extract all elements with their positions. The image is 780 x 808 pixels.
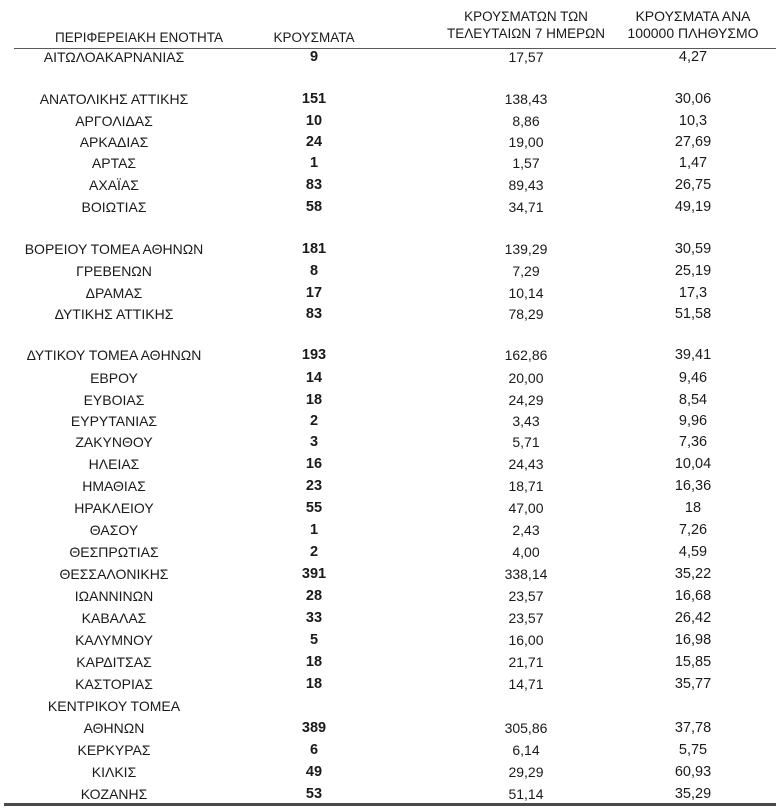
last7-value: 89,43 <box>508 177 544 193</box>
last7-value: 138,43 <box>504 91 548 107</box>
table-row <box>0 344 780 366</box>
per100k-value: 60,93 <box>674 764 712 780</box>
cases-value: 23 <box>305 478 323 494</box>
cases-value: 18 <box>305 676 323 692</box>
region-name: ΑΘΗΝΩΝ <box>83 720 145 736</box>
last7-value: 47,00 <box>508 500 544 516</box>
table-row <box>0 303 780 325</box>
per100k-value: 9,46 <box>678 370 708 386</box>
region-name: ΒΟΡΕΙΟΥ ΤΟΜΕΑ ΑΘΗΝΩΝ <box>24 241 204 257</box>
table-row <box>0 519 780 541</box>
table-row <box>0 131 780 153</box>
table-row <box>0 717 780 739</box>
table-row <box>0 389 780 411</box>
last7-value: 305,86 <box>504 720 548 736</box>
last7-value: 2,43 <box>512 522 540 538</box>
per100k-value: 16,36 <box>674 478 712 494</box>
region-name: ΘΑΣΟΥ <box>89 522 139 538</box>
cases-value: 6 <box>309 742 319 758</box>
region-name: ΚΕΡΚΥΡΑΣ <box>77 742 151 758</box>
last7-value: 338,14 <box>504 566 548 582</box>
per100k-value: 30,06 <box>674 91 712 107</box>
per100k-value: 4,59 <box>678 544 708 560</box>
per100k-value: 17,3 <box>678 285 708 301</box>
last7-value: 5,71 <box>512 434 540 450</box>
last7-value: 17,57 <box>508 49 544 65</box>
table-row <box>0 541 780 563</box>
last7-value: 139,29 <box>504 241 548 257</box>
last7-value: 24,43 <box>508 456 544 472</box>
cases-value: 389 <box>301 720 327 736</box>
region-name: ΘΕΣΣΑΛΟΝΙΚΗΣ <box>59 566 169 582</box>
last7-value: 20,00 <box>508 370 544 386</box>
region-name: ΚΑΒΑΛΑΣ <box>81 610 147 626</box>
per100k-value: 49,19 <box>674 199 712 215</box>
region-name: ΕΥΒΟΙΑΣ <box>83 392 145 408</box>
table-row <box>0 88 780 110</box>
cases-value: 28 <box>305 588 323 604</box>
header-per100k <box>606 8 780 42</box>
cases-value: 83 <box>305 306 323 322</box>
cases-value: 17 <box>305 285 323 301</box>
table-row <box>0 367 780 389</box>
cases-value: 193 <box>301 347 327 363</box>
cases-value: 181 <box>301 241 327 257</box>
region-name: ΙΩΑΝΝΙΝΩΝ <box>74 588 154 604</box>
cases-value: 33 <box>305 610 323 626</box>
table-row <box>0 783 780 805</box>
per100k-value: 39,41 <box>674 347 712 363</box>
per100k-value: 37,78 <box>674 720 712 736</box>
header-region <box>8 29 270 46</box>
region-name: ΘΕΣΠΡΩΤΙΑΣ <box>69 544 159 560</box>
table-row <box>0 196 780 218</box>
table-row <box>0 651 780 673</box>
cases-value: 14 <box>305 370 323 386</box>
region-name: ΚΕΝΤΡΙΚΟΥ ΤΟΜΕΑ <box>47 698 181 714</box>
last7-value: 6,14 <box>512 742 540 758</box>
region-name: ΔΡΑΜΑΣ <box>85 285 143 301</box>
region-name: ΚΟΖΑΝΗΣ <box>80 786 148 802</box>
last7-value: 24,29 <box>508 392 544 408</box>
table-row <box>0 739 780 761</box>
cases-value: 53 <box>305 786 323 802</box>
table-row <box>0 282 780 304</box>
table-row <box>0 673 780 695</box>
per100k-value: 8,54 <box>678 392 708 408</box>
last7-value: 3,43 <box>512 413 540 429</box>
per100k-value: 10,04 <box>674 456 712 472</box>
region-name: ΔΥΤΙΚΗΣ ΑΤΤΙΚΗΣ <box>54 306 174 322</box>
region-name: ΒΟΙΩΤΙΑΣ <box>81 199 147 215</box>
table-row <box>0 585 780 607</box>
header-per100k-line-1: ΚΡΟΥΣΜΑΤΑ ΑΝΑ <box>635 8 751 24</box>
last7-value: 29,29 <box>508 764 544 780</box>
last7-value: 10,14 <box>508 285 544 301</box>
cases-value: 18 <box>305 654 323 670</box>
per100k-value: 26,75 <box>674 177 712 193</box>
table-row <box>0 761 780 783</box>
table-row <box>0 152 780 174</box>
cases-value: 3 <box>309 434 319 450</box>
header-last7-line-2: ΤΕΛΕΥΤΑΙΩΝ 7 ΗΜΕΡΩΝ <box>447 26 605 41</box>
region-name: ΗΛΕΙΑΣ <box>88 456 140 472</box>
last7-value: 78,29 <box>508 306 544 322</box>
cases-value: 2 <box>309 544 319 560</box>
last7-value: 21,71 <box>508 654 544 670</box>
cases-value: 1 <box>309 155 319 171</box>
per100k-value: 4,27 <box>678 49 708 65</box>
table-row <box>0 453 780 475</box>
table-row <box>0 238 780 260</box>
region-name: ΔΥΤΙΚΟΥ ΤΟΜΕΑ ΑΘΗΝΩΝ <box>26 347 202 363</box>
region-name: ΑΙΤΩΛΟΑΚΑΡΝΑΝΙΑΣ <box>43 49 185 65</box>
cases-value: 1 <box>309 522 319 538</box>
region-name: ΕΥΡΥΤΑΝΙΑΣ <box>70 413 158 429</box>
per100k-value: 26,42 <box>674 610 712 626</box>
per100k-value: 25,19 <box>674 263 712 279</box>
per100k-value: 7,26 <box>678 522 708 538</box>
last7-value: 23,57 <box>508 588 544 604</box>
cases-value: 2 <box>309 413 319 429</box>
table-row <box>0 695 780 717</box>
header-last7-line-1: ΚΡΟΥΣΜΑΤΩΝ ΤΩΝ <box>464 9 588 24</box>
per100k-value: 5,75 <box>678 742 708 758</box>
per100k-value: 7,36 <box>678 434 708 450</box>
last7-value: 34,71 <box>508 199 544 215</box>
per100k-value: 1,47 <box>678 155 708 171</box>
table-row <box>0 410 780 432</box>
region-name: ΑΡΤΑΣ <box>91 155 137 171</box>
per100k-value: 9,96 <box>678 413 708 429</box>
table-row <box>0 260 780 282</box>
per100k-value: 16,98 <box>674 632 712 648</box>
region-name: ΚΑΣΤΟΡΙΑΣ <box>75 676 153 692</box>
table-row <box>0 475 780 497</box>
last7-value: 1,57 <box>512 155 540 171</box>
per100k-value: 30,59 <box>674 241 712 257</box>
per100k-value: 35,22 <box>674 566 712 582</box>
cases-value: 8 <box>309 263 319 279</box>
region-name: ΚΑΛΥΜΝΟΥ <box>75 632 153 648</box>
table-row <box>0 607 780 629</box>
cases-value: 10 <box>305 113 323 129</box>
last7-value: 7,29 <box>512 263 540 279</box>
region-name: ΑΧΑΪΑΣ <box>89 177 139 193</box>
cases-value: 151 <box>301 91 327 107</box>
last7-value: 4,00 <box>512 544 540 560</box>
last7-value: 51,14 <box>508 786 544 802</box>
header-cases <box>254 29 374 46</box>
region-name: ΑΝΑΤΟΛΙΚΗΣ ΑΤΤΙΚΗΣ <box>39 91 189 107</box>
cases-value: 18 <box>305 392 323 408</box>
region-name: ΗΜΑΘΙΑΣ <box>82 478 146 494</box>
per100k-value: 16,68 <box>674 588 712 604</box>
last7-value: 18,71 <box>508 478 544 494</box>
last7-value: 23,57 <box>508 610 544 626</box>
region-name: ΗΡΑΚΛΕΙΟΥ <box>74 500 154 516</box>
per100k-value: 51,58 <box>674 306 712 322</box>
region-name: ΑΡΓΟΛΙΔΑΣ <box>75 113 153 129</box>
region-name: ΚΑΡΔΙΤΣΑΣ <box>76 654 152 670</box>
table-row <box>0 174 780 196</box>
table-row <box>0 431 780 453</box>
region-name: ΖΑΚΥΝΘΟΥ <box>75 434 153 450</box>
table-row <box>0 497 780 519</box>
cases-value: 49 <box>305 764 323 780</box>
cases-value: 391 <box>301 566 327 582</box>
cases-value: 83 <box>305 177 323 193</box>
table-row <box>0 46 780 68</box>
per100k-value: 35,29 <box>674 786 712 802</box>
last7-value: 8,86 <box>512 113 540 129</box>
table-row <box>0 629 780 651</box>
table-row <box>0 563 780 585</box>
region-name: ΕΒΡΟΥ <box>90 370 138 386</box>
region-name: ΑΡΚΑΔΙΑΣ <box>79 134 149 150</box>
per100k-value: 27,69 <box>674 134 712 150</box>
bottom-rule <box>4 803 776 806</box>
header-region-line: ΠΕΡΙΦΕΡΕΙΑΚΗ ΕΝΟΤΗΤΑ <box>54 30 224 45</box>
region-name: ΓΡΕΒΕΝΩΝ <box>76 263 152 279</box>
cases-value: 58 <box>305 199 323 215</box>
last7-value: 16,00 <box>508 632 544 648</box>
header-per100k-line-2: 100000 ΠΛΗΘΥΣΜΟ <box>627 25 759 41</box>
per100k-value: 15,85 <box>674 654 712 670</box>
cases-value: 16 <box>305 456 323 472</box>
header-cases-line: ΚΡΟΥΣΜΑΤΑ <box>273 30 355 45</box>
region-name: ΚΙΛΚΙΣ <box>91 764 137 780</box>
per100k-value: 18 <box>684 500 702 516</box>
last7-value: 162,86 <box>504 347 548 363</box>
cases-value: 24 <box>305 134 323 150</box>
per100k-value: 10,3 <box>678 113 708 129</box>
last7-value: 14,71 <box>508 676 544 692</box>
last7-value: 19,00 <box>508 134 544 150</box>
per100k-value: 35,77 <box>674 676 712 692</box>
cases-value: 9 <box>309 49 319 65</box>
cases-value: 5 <box>309 632 319 648</box>
table-row <box>0 110 780 132</box>
cases-value: 55 <box>305 500 323 516</box>
